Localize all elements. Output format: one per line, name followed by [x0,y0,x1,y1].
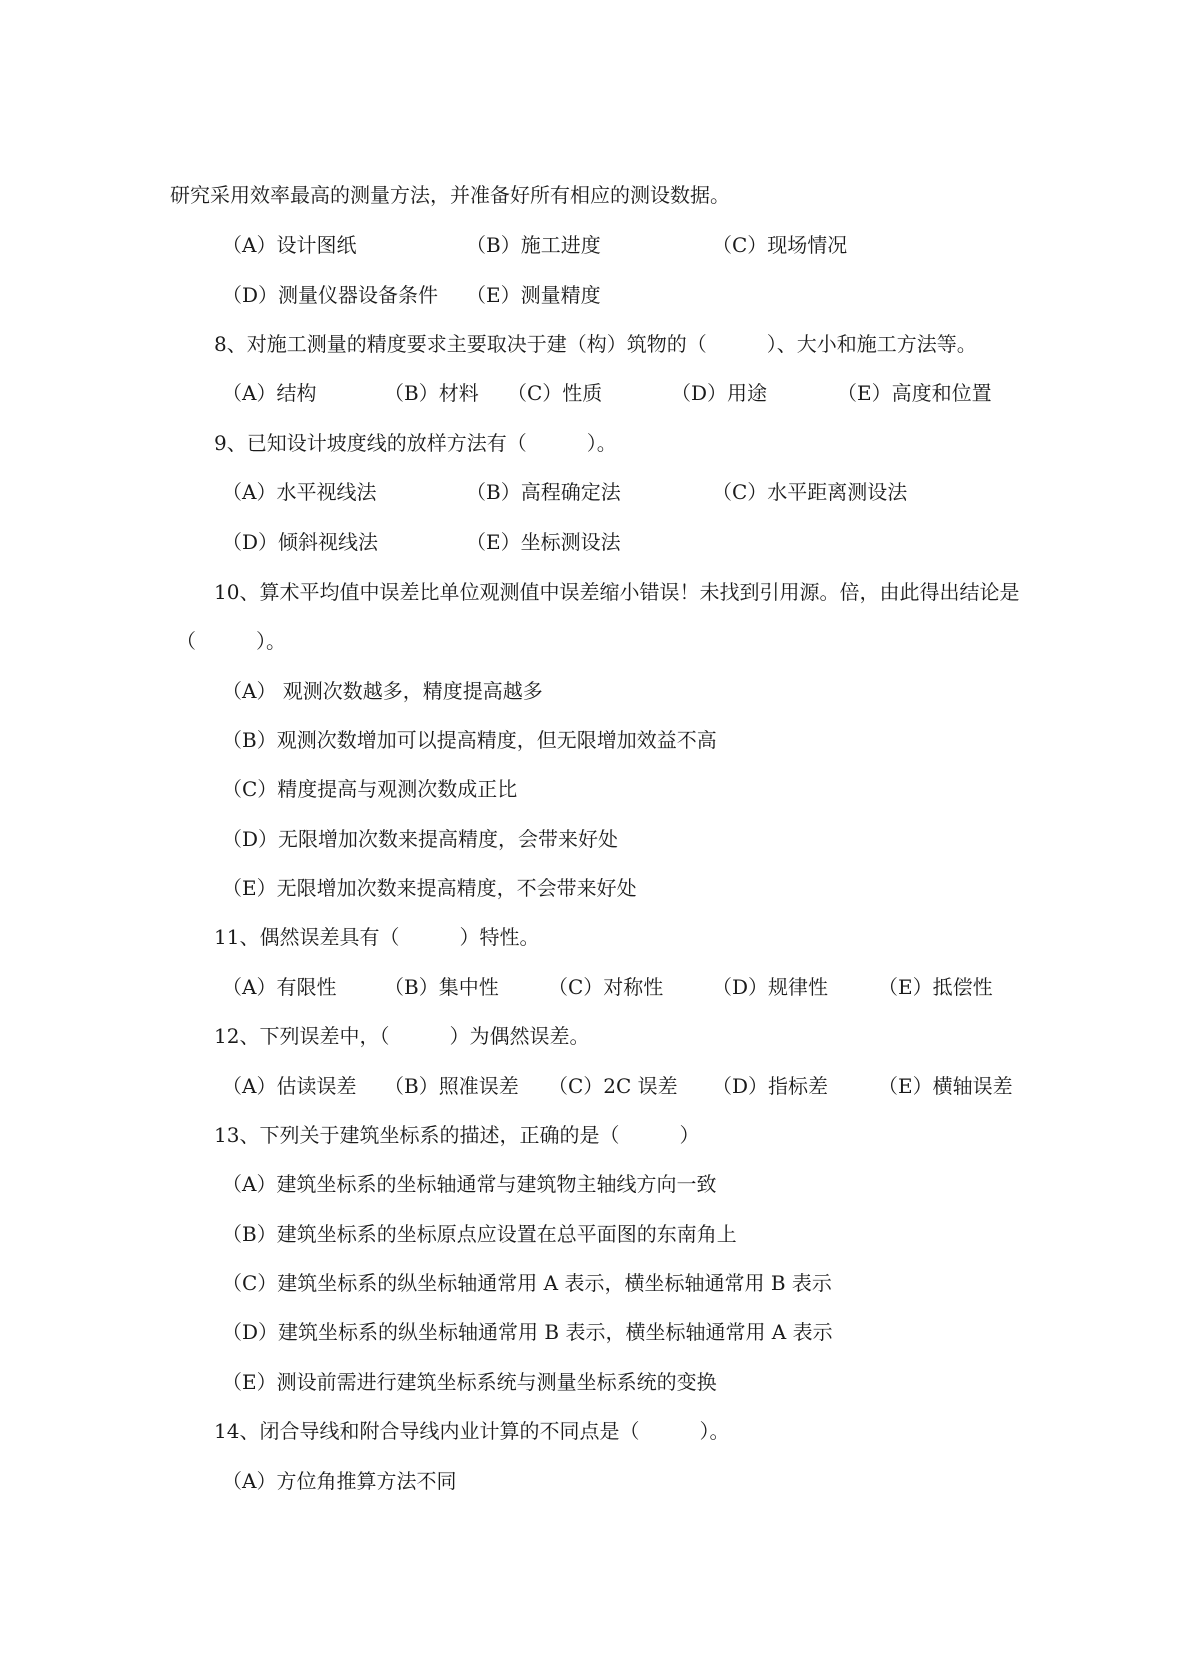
q8-option-d: （D）用途 [671,381,768,405]
q13-option-d: （D）建筑坐标系的纵坐标轴通常用 B 表示，横坐标轴通常用 A 表示 [222,1320,833,1344]
q11-stem: 11、偶然误差具有（ ）特性。 [214,925,540,949]
q10-stem-line1: 10、算术平均值中误差比单位观测值中误差缩小错误！未找到引用源。倍，由此得出结论是 [214,580,1020,604]
q14-option-a: （A）方位角推算方法不同 [222,1469,457,1493]
q9-option-d: （D）倾斜视线法 [222,530,379,554]
q8-option-c: （C）性质 [507,381,603,405]
q12-option-a: （A）估读误差 [222,1074,357,1098]
q12-option-e: （E）横轴误差 [878,1074,1013,1098]
q11-option-d: （D）规律性 [712,975,829,999]
q13-option-c: （C）建筑坐标系的纵坐标轴通常用 A 表示，横坐标轴通常用 B 表示 [222,1271,832,1295]
q13-option-e: （E）测设前需进行建筑坐标系统与测量坐标系统的变换 [222,1370,717,1394]
q10-option-b: （B）观测次数增加可以提高精度，但无限增加效益不高 [222,728,717,752]
q12-stem: 12、下列误差中，（ ）为偶然误差。 [214,1024,590,1048]
q12-option-c: （C）2C 误差 [548,1074,678,1098]
q9-option-b: （B）高程确定法 [466,480,621,504]
q10-option-c: （C）精度提高与观测次数成正比 [222,777,518,801]
q9-option-a: （A）水平视线法 [222,480,377,504]
q7-option-d: （D）测量仪器设备条件 [222,283,439,307]
q7-option-e: （E）测量精度 [466,283,601,307]
q10-option-d: （D）无限增加次数来提高精度，会带来好处 [222,827,619,851]
q8-option-b: （B）材料 [384,381,479,405]
q11-option-b: （B）集中性 [384,975,499,999]
q8-option-e: （E）高度和位置 [837,381,992,405]
q10-option-a: （A） 观测次数越多，精度提高越多 [222,679,543,703]
q12-option-d: （D）指标差 [712,1074,829,1098]
q7-option-a: （A）设计图纸 [222,233,357,257]
q11-option-e: （E）抵偿性 [878,975,993,999]
q11-option-c: （C）对称性 [548,975,664,999]
intro-text: 研究采用效率最高的测量方法，并准备好所有相应的测设数据。 [170,183,730,207]
q10-option-e: （E）无限增加次数来提高精度，不会带来好处 [222,876,637,900]
q8-option-a: （A）结构 [222,381,317,405]
q12-option-b: （B）照准误差 [384,1074,519,1098]
q11-option-a: （A）有限性 [222,975,337,999]
q7-option-b: （B）施工进度 [466,233,601,257]
q14-stem: 14、闭合导线和附合导线内业计算的不同点是（ ）。 [214,1419,730,1443]
q13-option-b: （B）建筑坐标系的坐标原点应设置在总平面图的东南角上 [222,1222,737,1246]
q8-stem: 8、对施工测量的精度要求主要取决于建（构）筑物的（ ）、大小和施工方法等。 [214,332,977,356]
q10-stem-line2: （ ）。 [176,629,286,653]
q13-option-a: （A）建筑坐标系的坐标轴通常与建筑物主轴线方向一致 [222,1172,717,1196]
q7-option-c: （C）现场情况 [712,233,848,257]
q9-option-e: （E）坐标测设法 [466,530,621,554]
q13-stem: 13、下列关于建筑坐标系的描述，正确的是（ ） [214,1123,700,1147]
q9-stem: 9、已知设计坡度线的放样方法有（ ）。 [214,431,617,455]
q9-option-c: （C）水平距离测设法 [712,480,908,504]
